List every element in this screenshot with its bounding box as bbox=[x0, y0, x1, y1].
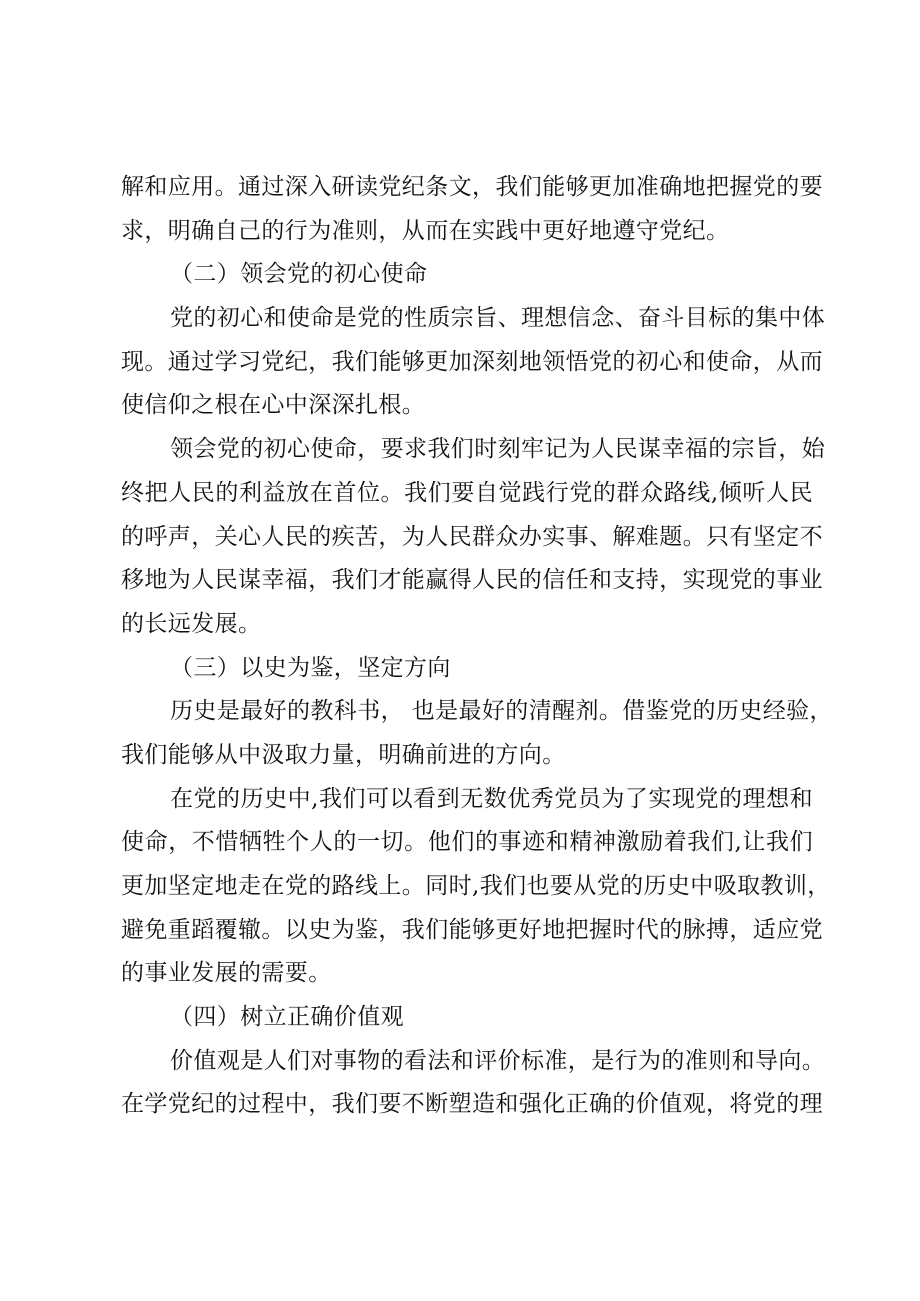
text-line: 领会党的初心使命，要求我们时刻牢记为人民谋幸福的宗旨，始 bbox=[170, 436, 826, 463]
text-line: 使命，不惜牺牲个人的一切。他们的事迹和精神激励着我们,让我们 bbox=[121, 829, 813, 856]
text-line: 的长远发展。 bbox=[121, 610, 262, 637]
text-line: 价值观是人们对事物的看法和评价标准，是行为的准则和导向。 bbox=[170, 1047, 826, 1074]
text-line: 现。通过学习党纪，我们能够更加深刻地领悟党的初心和使命，从而 bbox=[121, 348, 823, 375]
text-line: 的事业发展的需要。 bbox=[121, 960, 332, 987]
section-heading: （三）以史为鉴，坚定方向 bbox=[170, 654, 451, 681]
text-line: 求，明确自己的行为准则，从而在实践中更好地遵守党纪。 bbox=[121, 217, 730, 244]
text-line: 党的初心和使命是党的性质宗旨、理想信念、奋斗目标的集中体 bbox=[170, 305, 826, 332]
document-body bbox=[121, 166, 833, 1127]
text-line: 的呼声，关心人民的疾苦，为人民群众办实事、解难题。只有坚定不 bbox=[121, 523, 823, 550]
section-heading: （四）树立正确价值观 bbox=[170, 1004, 404, 1031]
text-line: 终把人民的利益放在首位。我们要自觉践行党的群众路线,倾听人民 bbox=[121, 479, 813, 506]
text-line: 历史是最好的教科书， 也是最好的清醒剂。借鉴党的历史经验， bbox=[170, 698, 833, 725]
text-line: 使信仰之根在心中深深扎根。 bbox=[121, 392, 426, 419]
text-line: 在党的历史中,我们可以看到无数优秀党员为了实现党的理想和 bbox=[170, 785, 813, 812]
text-line: 移地为人民谋幸福，我们才能赢得人民的信任和支持，实现党的事业 bbox=[121, 567, 823, 594]
text-line: 在学党纪的过程中，我们要不断塑造和强化正确的价值观，将党的理 bbox=[121, 1091, 823, 1118]
section-heading: （二）领会党的初心使命 bbox=[170, 261, 428, 288]
text-line: 避免重蹈覆辙。以史为鉴，我们能够更好地把握时代的脉搏，适应党 bbox=[121, 916, 823, 943]
text-line: 更加坚定地走在党的路线上。同时,我们也要从党的历史中吸取教训， bbox=[121, 873, 831, 899]
text-line: 解和应用。通过深入研读党纪条文，我们能够更加准确地把握党的要 bbox=[121, 174, 823, 200]
text-line: 我们能够从中汲取力量，明确前进的方向。 bbox=[121, 741, 566, 768]
